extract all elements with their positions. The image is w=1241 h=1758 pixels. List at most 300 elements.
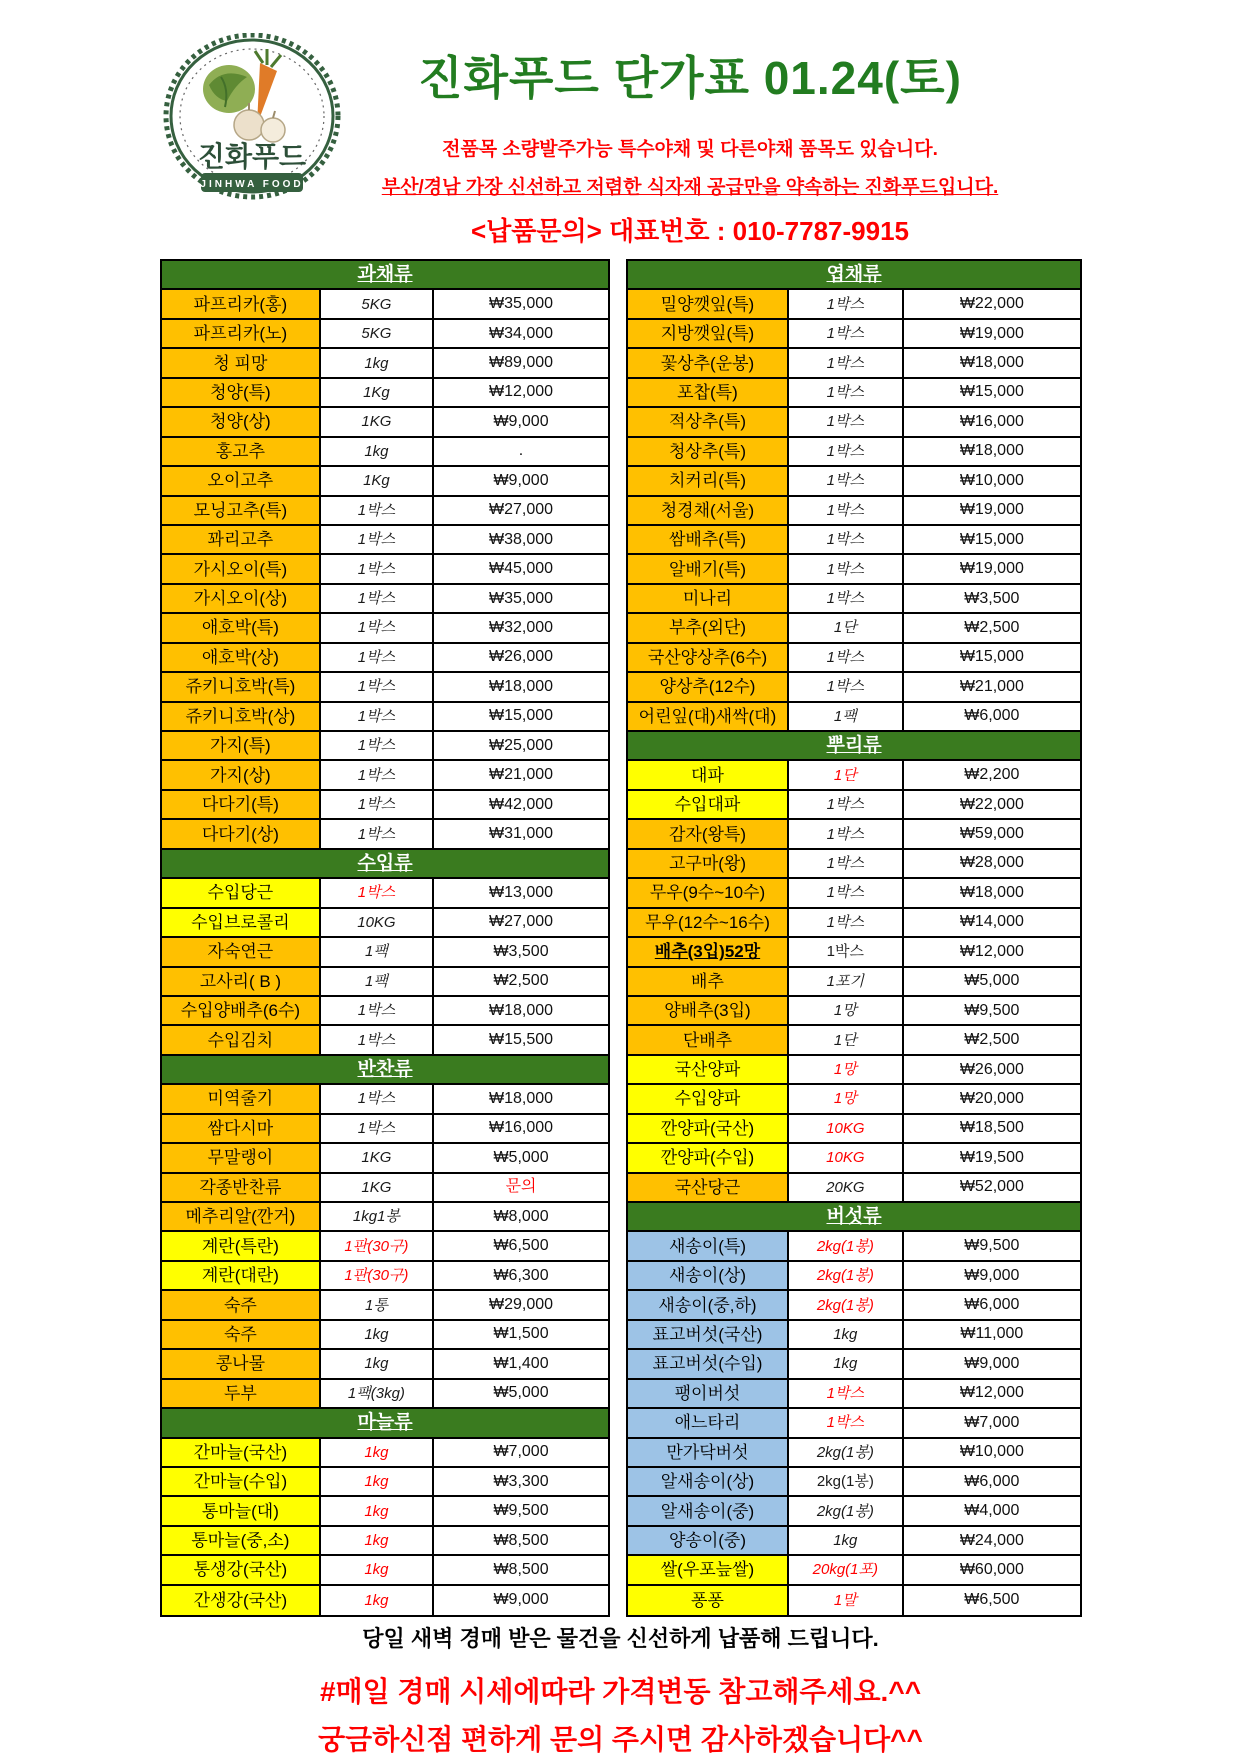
section-header-row — [162, 1409, 608, 1438]
unit-cell: 10KG — [789, 1144, 904, 1171]
table-row — [162, 1586, 608, 1615]
table-row — [628, 1115, 1080, 1144]
unit-cell: 1박스 — [321, 497, 434, 524]
unit-cell: 2kg(1봉) — [789, 1232, 904, 1259]
price-cell: ₩15,000 — [959, 530, 1024, 548]
unit-cell: 1박스 — [321, 1115, 434, 1142]
table-row — [628, 1586, 1080, 1615]
price-cell: ₩27,000 — [489, 913, 554, 931]
section-header-row — [628, 732, 1080, 761]
item-name-cell: 메추리알(깐거) — [162, 1203, 321, 1230]
price-cell: ₩14,000 — [959, 913, 1024, 931]
table-row — [162, 290, 608, 319]
unit-cell: 10KG — [789, 1115, 904, 1142]
item-name-cell: 통생강(국산) — [162, 1556, 321, 1583]
unit-cell: 1박스 — [789, 408, 904, 435]
table-row — [628, 585, 1080, 614]
unit-cell: 1팩 — [321, 938, 434, 965]
unit-cell: 1단 — [789, 1026, 904, 1053]
table-row — [162, 1174, 608, 1203]
price-cell: ₩27,000 — [489, 501, 554, 519]
item-name-cell: 무우(9수~10수) — [628, 879, 789, 906]
table-row — [162, 820, 608, 849]
footer — [0, 1622, 1241, 1758]
price-cell: ₩19,000 — [959, 324, 1024, 342]
price-cell: ₩20,000 — [959, 1089, 1024, 1107]
item-name-cell: 무우(12수~16수) — [628, 909, 789, 936]
price-cell: ₩2,500 — [964, 1031, 1020, 1049]
item-name-cell: 두부 — [162, 1380, 321, 1407]
table-row — [628, 1144, 1080, 1173]
unit-cell: 2kg(1봉) — [789, 1291, 904, 1318]
brand-english-label: JINHWA FOOD — [200, 179, 304, 190]
item-name-cell: 통마늘(중,소) — [162, 1527, 321, 1554]
price-cell: ₩5,000 — [493, 1148, 549, 1166]
unit-cell: 2kg(1봉) — [789, 1497, 904, 1524]
unit-cell: 1통 — [321, 1291, 434, 1318]
unit-cell: 1kg — [789, 1350, 904, 1377]
table-row — [628, 1056, 1080, 1085]
price-cell: ₩2,200 — [964, 766, 1020, 784]
price-cell: ₩29,000 — [489, 1296, 554, 1314]
unit-cell: 1박스 — [789, 673, 904, 700]
price-cell: ₩4,000 — [964, 1502, 1020, 1520]
section-title: 과채류 — [357, 264, 413, 286]
item-name-cell: 쥬키니호박(상) — [162, 703, 321, 730]
table-row — [628, 1497, 1080, 1526]
item-name-cell: 표고버섯(수입) — [628, 1350, 789, 1377]
item-name-cell: 꽈리고추 — [162, 526, 321, 553]
item-name-cell: 양송이(중) — [628, 1527, 789, 1554]
unit-cell: 1박스 — [789, 320, 904, 347]
unit-cell: 2kg(1봉) — [789, 1439, 904, 1466]
table-row — [628, 968, 1080, 997]
price-cell: ₩3,300 — [493, 1472, 549, 1490]
item-name-cell: 애느타리 — [628, 1409, 789, 1436]
unit-cell: 20KG — [789, 1174, 904, 1201]
unit-cell: 1kg — [789, 1321, 904, 1348]
price-cell: ₩3,500 — [964, 589, 1020, 607]
table-row — [628, 909, 1080, 938]
item-name-cell: 쌀(우포늪쌀) — [628, 1556, 789, 1583]
item-name-cell: 감자(왕특) — [628, 820, 789, 847]
item-name-cell: 모닝고추(특) — [162, 497, 321, 524]
table-row — [162, 1468, 608, 1497]
item-name-cell: 어린잎(대)새싹(대) — [628, 703, 789, 730]
item-name-cell: 간마늘(국산) — [162, 1439, 321, 1466]
price-cell: ₩26,000 — [959, 1060, 1024, 1078]
lettuce-icon — [203, 65, 255, 113]
item-name-cell: 통마늘(대) — [162, 1497, 321, 1524]
table-row — [628, 938, 1080, 967]
item-name-cell: 수입당근 — [162, 879, 321, 906]
price-cell: ₩18,000 — [489, 1001, 554, 1019]
table-row — [162, 526, 608, 555]
unit-cell: 1kg1봉 — [321, 1203, 434, 1230]
price-cell: ₩18,000 — [959, 354, 1024, 372]
item-name-cell: 밀양깻잎(특) — [628, 290, 789, 317]
section-title: 반찬류 — [357, 1059, 413, 1081]
unit-cell: 1단 — [789, 614, 904, 641]
unit-cell: 1박스 — [321, 526, 434, 553]
unit-cell: 1포기 — [789, 968, 904, 995]
page-title: 진화푸드 단가표 01.24(토) — [418, 52, 962, 104]
table-row — [162, 1262, 608, 1291]
item-name-cell: 미역줄기 — [162, 1085, 321, 1112]
table-row — [628, 614, 1080, 643]
price-cell: ₩28,000 — [959, 854, 1024, 872]
price-cell: ₩38,000 — [489, 530, 554, 548]
table-row — [162, 1439, 608, 1468]
table-row — [162, 909, 608, 938]
table-row — [628, 408, 1080, 437]
unit-cell: 1박스 — [789, 791, 904, 818]
table-row — [628, 526, 1080, 555]
price-cell: ₩22,000 — [959, 295, 1024, 313]
unit-cell: 1kg — [321, 1556, 434, 1583]
unit-cell: 1kg — [321, 1439, 434, 1466]
table-row — [628, 290, 1080, 319]
unit-cell: 1박스 — [321, 791, 434, 818]
price-cell: ₩11,000 — [960, 1325, 1024, 1343]
item-name-cell: 미나리 — [628, 585, 789, 612]
item-name-cell: 치커리(특) — [628, 467, 789, 494]
item-name-cell: 가지(상) — [162, 761, 321, 788]
item-name-cell: 대파 — [628, 761, 789, 788]
unit-cell: 1박스 — [321, 879, 434, 906]
price-cell: ₩2,500 — [964, 618, 1020, 636]
unit-cell: 1kg — [321, 438, 434, 465]
price-cell: ₩16,000 — [489, 1119, 554, 1137]
table-row — [628, 791, 1080, 820]
item-name-cell: 퐁퐁 — [628, 1586, 789, 1615]
price-cell: ₩21,000 — [959, 677, 1024, 695]
table-row — [162, 1291, 608, 1320]
table-row — [628, 673, 1080, 702]
item-name-cell: 무말랭이 — [162, 1144, 321, 1171]
unit-cell: 1박스 — [321, 1085, 434, 1112]
price-cell: ₩52,000 — [959, 1178, 1024, 1196]
table-row — [162, 703, 608, 732]
unit-cell: 1kg — [321, 1321, 434, 1348]
table-row — [628, 820, 1080, 849]
table-row — [162, 879, 608, 908]
table-row — [162, 1203, 608, 1232]
table-row — [628, 1350, 1080, 1379]
item-name-cell: 각종반찬류 — [162, 1174, 321, 1201]
item-name-cell: 청양(특) — [162, 379, 321, 406]
brand-korean-label: 진화푸드 — [197, 141, 307, 172]
table-row — [628, 997, 1080, 1026]
item-name-cell: 국산당근 — [628, 1174, 789, 1201]
section-header-row — [628, 1203, 1080, 1232]
item-name-cell: 고사리( B ) — [162, 968, 321, 995]
price-cell: ₩6,000 — [964, 1296, 1020, 1314]
unit-cell: 2kg(1봉) — [789, 1262, 904, 1289]
price-cell: ₩18,000 — [489, 1089, 554, 1107]
item-name-cell: 알새송이(중) — [628, 1497, 789, 1524]
table-row — [628, 1174, 1080, 1203]
table-row — [628, 555, 1080, 584]
table-row — [628, 879, 1080, 908]
price-cell: ₩60,000 — [959, 1560, 1024, 1578]
item-name-cell: 계란(대란) — [162, 1262, 321, 1289]
item-name-cell: 수입양배추(6수) — [162, 997, 321, 1024]
item-name-cell: 알배기(특) — [628, 555, 789, 582]
unit-cell: 1kg — [321, 1350, 434, 1377]
price-cell: ₩15,000 — [959, 648, 1024, 666]
unit-cell: 1Kg — [321, 379, 434, 406]
item-name-cell: 콩나물 — [162, 1350, 321, 1377]
table-row — [162, 614, 608, 643]
unit-cell: 1박스 — [789, 644, 904, 671]
price-cell: ₩21,000 — [489, 766, 554, 784]
price-cell: ₩9,000 — [493, 412, 549, 430]
item-name-cell: 청경채(서울) — [628, 497, 789, 524]
item-name-cell: 쥬키니호박(특) — [162, 673, 321, 700]
price-cell: ₩15,000 — [959, 383, 1024, 401]
table-row — [162, 1321, 608, 1350]
price-cell: ₩9,000 — [493, 471, 549, 489]
table-row — [162, 791, 608, 820]
item-name-cell: 계란(특란) — [162, 1232, 321, 1259]
price-cell: . — [518, 442, 524, 460]
item-name-cell: 꽃상추(운봉) — [628, 349, 789, 376]
item-name-cell: 양배추(3입) — [628, 997, 789, 1024]
price-cell: ₩16,000 — [959, 412, 1024, 430]
item-name-cell: 청양(상) — [162, 408, 321, 435]
unit-cell: 1박스 — [321, 1026, 434, 1053]
unit-cell: 1박스 — [789, 938, 904, 965]
item-name-cell: 지방깻잎(특) — [628, 320, 789, 347]
unit-cell: 1KG — [321, 408, 434, 435]
price-cell: ₩3,500 — [493, 942, 549, 960]
price-cell: ₩6,000 — [964, 707, 1020, 725]
brand-logo — [163, 33, 341, 201]
table-row — [628, 379, 1080, 408]
table-row — [162, 320, 608, 349]
item-name-cell: 새송이(상) — [628, 1262, 789, 1289]
item-name-cell: 깐양파(국산) — [628, 1115, 789, 1142]
unit-cell: 1박스 — [789, 526, 904, 553]
item-name-cell: 애호박(상) — [162, 644, 321, 671]
item-name-cell: 팽이버섯 — [628, 1380, 789, 1407]
table-row — [162, 408, 608, 437]
unit-cell: 1박스 — [789, 438, 904, 465]
item-name-cell: 포찹(특) — [628, 379, 789, 406]
price-cell: ₩9,500 — [964, 1237, 1020, 1255]
table-row — [628, 497, 1080, 526]
price-cell: 문의 — [505, 1178, 537, 1196]
price-cell: ₩25,000 — [489, 736, 554, 754]
table-row — [162, 1144, 608, 1173]
table-row — [162, 349, 608, 378]
price-cell: ₩2,500 — [493, 972, 549, 990]
table-row — [628, 761, 1080, 790]
item-name-cell: 국산양상추(6수) — [628, 644, 789, 671]
price-cell: ₩8,500 — [493, 1531, 549, 1549]
section-title: 엽채류 — [826, 264, 882, 286]
item-name-cell: 청상추(특) — [628, 438, 789, 465]
price-cell: ₩31,000 — [489, 825, 554, 843]
unit-cell: 1KG — [321, 1144, 434, 1171]
price-cell: ₩8,500 — [493, 1560, 549, 1578]
unit-cell: 1판(30구) — [321, 1232, 434, 1259]
unit-cell: 1kg — [321, 1468, 434, 1495]
unit-cell: 1kg — [789, 1527, 904, 1554]
price-cell: ₩9,000 — [964, 1266, 1020, 1284]
table-row — [162, 497, 608, 526]
table-row — [628, 438, 1080, 467]
unit-cell: 1Kg — [321, 467, 434, 494]
unit-cell: 1박스 — [321, 997, 434, 1024]
unit-cell: 2kg(1봉) — [789, 1468, 904, 1495]
unit-cell: 1팩(3kg) — [321, 1380, 434, 1407]
unit-cell: 1박스 — [321, 703, 434, 730]
table-row — [628, 1468, 1080, 1497]
price-cell: ₩6,300 — [493, 1266, 549, 1284]
price-cell: ₩89,000 — [489, 354, 554, 372]
item-name-cell: 배추(3입)52망 — [628, 938, 789, 965]
unit-cell: 1박스 — [789, 850, 904, 877]
table-row — [628, 1439, 1080, 1468]
table-row — [162, 1115, 608, 1144]
table-row — [162, 585, 608, 614]
price-cell: ₩18,000 — [959, 442, 1024, 460]
table-row — [162, 1497, 608, 1526]
price-cell: ₩15,500 — [489, 1031, 554, 1049]
item-name-cell: 단배추 — [628, 1026, 789, 1053]
item-name-cell: 쌈배추(특) — [628, 526, 789, 553]
unit-cell: 1박스 — [321, 614, 434, 641]
unit-cell: 20kg(1포) — [789, 1556, 904, 1583]
item-name-cell: 표고버섯(국산) — [628, 1321, 789, 1348]
unit-cell: 1kg — [321, 349, 434, 376]
unit-cell: 1말 — [789, 1586, 904, 1615]
table-row — [628, 850, 1080, 879]
item-name-cell: 숙주 — [162, 1291, 321, 1318]
price-cell: ₩9,000 — [964, 1354, 1020, 1372]
footer-notice-2: 궁금하신점 편하게 문의 주시면 감사하겠습니다^^ — [318, 1724, 923, 1755]
table-row — [628, 349, 1080, 378]
table-row — [628, 1232, 1080, 1261]
table-row — [628, 1380, 1080, 1409]
unit-cell: 1박스 — [789, 379, 904, 406]
price-cell: ₩7,000 — [493, 1443, 549, 1461]
price-cell: ₩26,000 — [489, 648, 554, 666]
header — [360, 42, 1020, 248]
unit-cell: 1kg — [321, 1527, 434, 1554]
item-name-cell: 파프리카(노) — [162, 320, 321, 347]
vegetables-logo-icon — [163, 33, 341, 201]
item-name-cell: 새송이(특) — [628, 1232, 789, 1259]
price-tables — [160, 259, 1082, 1617]
item-name-cell: 수입김치 — [162, 1026, 321, 1053]
table-row — [628, 1085, 1080, 1114]
item-name-cell: 간생강(국산) — [162, 1586, 321, 1615]
table-row — [628, 1409, 1080, 1438]
unit-cell: 1KG — [321, 1174, 434, 1201]
price-cell: ₩9,500 — [964, 1001, 1020, 1019]
table-row — [162, 968, 608, 997]
item-name-cell: 파프리카(홍) — [162, 290, 321, 317]
item-name-cell: 오이고추 — [162, 467, 321, 494]
price-cell: ₩19,000 — [959, 501, 1024, 519]
table-row — [162, 1380, 608, 1409]
table-row — [162, 1527, 608, 1556]
price-cell: ₩6,500 — [493, 1237, 549, 1255]
unit-cell: 1망 — [789, 997, 904, 1024]
unit-cell: 1박스 — [321, 585, 434, 612]
item-name-cell: 청 피망 — [162, 349, 321, 376]
price-cell: ₩12,000 — [959, 1384, 1024, 1402]
section-header-row — [628, 261, 1080, 290]
price-cell: ₩10,000 — [959, 471, 1024, 489]
table-row — [162, 1350, 608, 1379]
unit-cell: 1팩 — [321, 968, 434, 995]
table-row — [162, 938, 608, 967]
table-row — [162, 1085, 608, 1114]
item-name-cell: 고구마(왕) — [628, 850, 789, 877]
table-row — [162, 379, 608, 408]
table-row — [162, 555, 608, 584]
unit-cell: 1박스 — [789, 290, 904, 317]
table-row — [162, 1232, 608, 1261]
price-cell: ₩12,000 — [489, 383, 554, 401]
unit-cell: 1박스 — [321, 761, 434, 788]
unit-cell: 1박스 — [321, 644, 434, 671]
price-cell: ₩5,000 — [493, 1384, 549, 1402]
item-name-cell: 수입브로콜리 — [162, 909, 321, 936]
price-cell: ₩35,000 — [489, 295, 554, 313]
table-row — [162, 438, 608, 467]
item-name-cell: 숙주 — [162, 1321, 321, 1348]
price-cell: ₩5,000 — [964, 972, 1020, 990]
section-header-row — [162, 850, 608, 879]
item-name-cell: 배추 — [628, 968, 789, 995]
price-cell: ₩34,000 — [489, 324, 554, 342]
price-cell: ₩6,000 — [964, 1472, 1020, 1490]
unit-cell: 1박스 — [789, 349, 904, 376]
unit-cell: 10KG — [321, 909, 434, 936]
unit-cell: 1팩 — [789, 703, 904, 730]
item-name-cell: 간마늘(수입) — [162, 1468, 321, 1495]
table-row — [162, 467, 608, 496]
footer-note: 당일 새벽 경매 받은 물건을 신선하게 납품해 드립니다. — [362, 1626, 879, 1651]
subtitle-line-1: 전품목 소량발주가능 특수야채 및 다른야채 품목도 있습니다. — [442, 139, 938, 160]
item-name-cell: 양상추(12수) — [628, 673, 789, 700]
price-cell: ₩19,500 — [959, 1148, 1024, 1166]
item-name-cell: 가시오이(특) — [162, 555, 321, 582]
item-name-cell: 국산양파 — [628, 1056, 789, 1083]
table-row — [628, 1321, 1080, 1350]
item-name-cell: 쌈다시마 — [162, 1115, 321, 1142]
table-row — [628, 320, 1080, 349]
table-row — [628, 1291, 1080, 1320]
price-cell: ₩32,000 — [489, 618, 554, 636]
table-row — [162, 761, 608, 790]
section-title: 뿌리류 — [826, 735, 882, 757]
price-cell: ₩19,000 — [959, 560, 1024, 578]
price-cell: ₩45,000 — [489, 560, 554, 578]
table-row — [628, 644, 1080, 673]
unit-cell: 5KG — [321, 290, 434, 317]
price-cell: ₩35,000 — [489, 589, 554, 607]
unit-cell: 1박스 — [789, 467, 904, 494]
price-cell: ₩1,500 — [493, 1325, 549, 1343]
unit-cell: 1박스 — [321, 820, 434, 847]
price-cell: ₩22,000 — [959, 795, 1024, 813]
